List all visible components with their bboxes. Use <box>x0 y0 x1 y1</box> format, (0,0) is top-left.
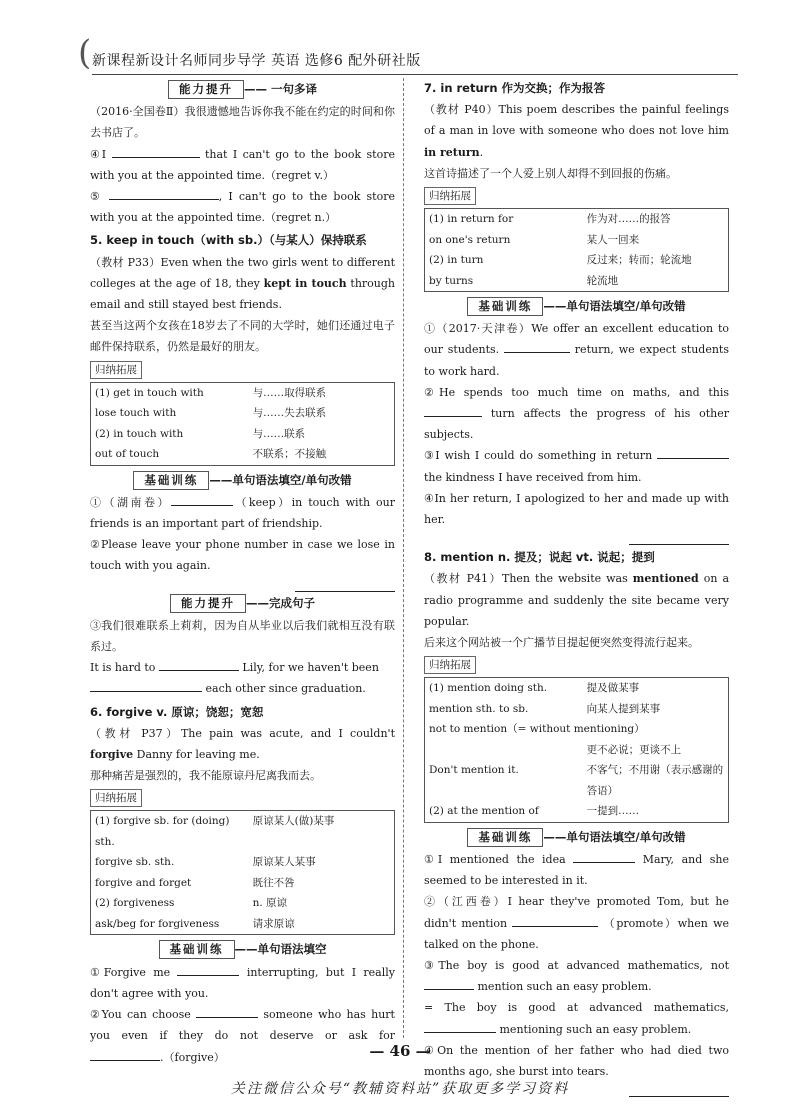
basic-section-heading: 基础训练 ——单句语法填空/单句改错 <box>424 827 729 848</box>
exercise-item: each other since graduation. <box>90 678 395 699</box>
exercise-item: ④In her return, I apologized to her and made up with her. <box>424 491 729 527</box>
example-translation: 后来这个网站被一个广播节目提起便突然变得流行起来。 <box>424 636 699 650</box>
answer-blank[interactable] <box>112 145 200 158</box>
example-translation: 这首诗描述了一个人爱上别人却得不到回报的伤痛。 <box>424 166 677 180</box>
ability-section-heading: 能力提升 ——完成句子 <box>90 593 395 614</box>
table-row: (1) get in touch with 与……取得联系 <box>95 386 327 399</box>
ability-label: 能力提升 <box>168 80 244 99</box>
table-row: out of touch 不联系；不接触 <box>95 448 327 461</box>
basic-section-heading: 基础训练 ——单句语法填空/单句改错 <box>90 470 395 491</box>
table-row: mention sth. to sb. 向某人提到某事 <box>429 702 661 715</box>
textbook-example: （教材 P40）This poem describes the painful feelings of a man in love with someone who does not love him in return. <box>424 103 729 159</box>
textbook-example: （教材 P41）Then the website was mentioned on a radio programme and suddenly the site became very popular. <box>424 572 729 628</box>
ability-suffix: —— 一句多译 <box>243 82 317 96</box>
summary-table <box>90 382 395 466</box>
table-row: ask/beg for forgiveness 请求原谅 <box>95 917 295 930</box>
right-column <box>424 78 729 1097</box>
table-row: not to mention（= without mentioning） <box>429 723 645 736</box>
entry-title: 7. in return 作为交换；作为报答 <box>424 81 606 95</box>
header-rule <box>92 74 738 75</box>
ability-section-heading <box>90 79 395 100</box>
answer-blank[interactable] <box>629 530 729 545</box>
exercise-item: ②He spends too much time on maths, and this turn affects the progress of his other subjects. <box>424 385 730 442</box>
page-number: — 46 — <box>369 1042 431 1060</box>
basic-section-heading: 基础训练 ——单句语法填空 <box>90 939 395 960</box>
exercise-item: ②You can choose someone who has hurt you even if they do not deserve or ask for .（forgive） <box>90 1004 395 1068</box>
table-row: forgive sb. sth. 原谅某人某事 <box>95 856 316 869</box>
exercise-item: ③I wish I could do something in return the kindness I have received from him. <box>424 445 729 487</box>
table-row: (2) in touch with 与……联系 <box>95 427 306 440</box>
summary-table <box>424 677 729 823</box>
exercise-item: ①I mentioned the idea Mary, and she seemed to be interested in it. <box>424 849 729 891</box>
table-row: lose touch with 与……失去联系 <box>95 407 327 420</box>
answer-blank[interactable] <box>657 446 729 459</box>
answer-blank[interactable] <box>196 1005 258 1018</box>
answer-blank[interactable] <box>512 914 598 927</box>
summary-label: 归纳拓展 <box>424 187 476 205</box>
table-row: (1) mention doing sth. 提及做某事 <box>429 682 640 695</box>
answer-blank[interactable] <box>171 493 233 506</box>
exercise-item: ①（湖南卷） （keep）in touch with our friends is an important part of friendship. <box>90 492 395 534</box>
summary-table <box>90 810 395 935</box>
header-ornament: ( <box>78 33 92 73</box>
table-row: on one's return 某人一回来 <box>429 233 640 246</box>
answer-blank[interactable] <box>177 963 239 976</box>
entry-title: 5. keep in touch（with sb.）（与某人）保持联系 <box>90 233 367 248</box>
table-row: forgive and forget 既往不咎 <box>95 876 295 889</box>
summary-table <box>424 208 729 292</box>
column-divider <box>403 78 404 1038</box>
left-column <box>90 78 395 1068</box>
exercise-item: = The boy is good at advanced mathematics, mentioning such an easy problem. <box>424 1001 729 1036</box>
table-row: (1) forgive sb. for (doing) sth. 原谅某人(做)某事 <box>95 815 335 848</box>
answer-blank[interactable] <box>90 679 202 692</box>
table-row: (1) in return for 作为对……的报答 <box>429 213 671 226</box>
table-row: (2) at the mention of 一提到…… <box>429 805 640 818</box>
table-row: Don't mention it. 不客气；不用谢（表示感谢的答语） <box>429 764 724 797</box>
answer-blank[interactable] <box>159 658 239 671</box>
answer-blank[interactable] <box>295 577 395 592</box>
summary-label: 归纳拓展 <box>424 656 476 674</box>
answer-blank[interactable] <box>424 977 474 990</box>
exercise-item: ②（江西卷）I hear they've promoted Tom, but he didn't mention （promote）when we talked on the phone. <box>424 895 730 951</box>
table-row: (2) forgiveness n. 原谅 <box>95 897 288 910</box>
answer-blank[interactable] <box>504 340 570 353</box>
exercise-item: ①（2017·天津卷）We offer an excellent education to our students. return, we expect students to work hard. <box>424 322 729 378</box>
answer-blank[interactable] <box>424 404 482 417</box>
page-header <box>78 33 738 73</box>
summary-label: 归纳拓展 <box>90 361 142 379</box>
summary-label: 归纳拓展 <box>90 789 142 807</box>
table-row: by turns 轮流地 <box>429 274 619 287</box>
exercise-item: It is hard to Lily, for we haven't been <box>90 657 395 678</box>
exercise-item: ④I that I can't go to the book store with you at the appointed time.（regret v.） <box>90 144 395 186</box>
answer-blank[interactable] <box>109 187 219 200</box>
answer-blank[interactable] <box>424 1020 496 1033</box>
footer-note: 关注微信公众号“教辅资料站”获取更多学习资料 <box>230 1081 570 1097</box>
exercise-item: ①Forgive me interrupting, but I really don't agree with you. <box>90 962 395 1004</box>
exercise-item: ⑤ , I can't go to the book store with you at the appointed time.（regret n.） <box>90 186 395 228</box>
exercise-item: ②Please leave your phone number in case we lose in touch with you again. <box>90 538 395 573</box>
answer-blank[interactable] <box>573 850 635 863</box>
table-row: 更不必说；更谈不上 <box>586 743 682 756</box>
entry-title: 8. mention n. 提及；说起 vt. 说起；提到 <box>424 550 655 565</box>
translation-prompt: （2016·全国卷Ⅱ）我很遗憾地告诉你我不能在约定的时间和你去书店了。 <box>90 105 395 140</box>
example-translation: 甚至当这两个女孩在18岁去了不同的大学时，她们还通过电子邮件保持联系，仍然是最好的朋友。 <box>90 319 395 354</box>
entry-title: 6. forgive v. 原谅；饶恕；宽恕 <box>90 704 264 719</box>
example-translation: 那种痛苦是强烈的，我不能原谅丹尼离我而去。 <box>90 769 321 783</box>
exercise-item: ③我们很难联系上莉莉，因为自从毕业以后我们就相互没有联系过。 <box>90 618 395 654</box>
textbook-example: （教材 P37）The pain was acute, and I couldn't forgive Danny for leaving me. <box>90 726 395 762</box>
header-title: 新课程新设计名师同步导学 英语 选修6 配外研社版 <box>92 53 421 69</box>
table-row: (2) in turn 反过来；转而；轮流地 <box>429 254 692 267</box>
exercise-item: ③The boy is good at advanced mathematics, not mention such an easy problem. <box>424 958 729 994</box>
exercise-item: ④On the mention of her father who had died two months ago, she burst into tears. <box>424 1043 729 1078</box>
textbook-example: （教材 P33）Even when the two girls went to different colleges at the age of 18, they kept in touch through email and still stayed best friends. <box>90 255 396 312</box>
basic-section-heading: 基础训练 ——单句语法填空/单句改错 <box>424 296 729 317</box>
